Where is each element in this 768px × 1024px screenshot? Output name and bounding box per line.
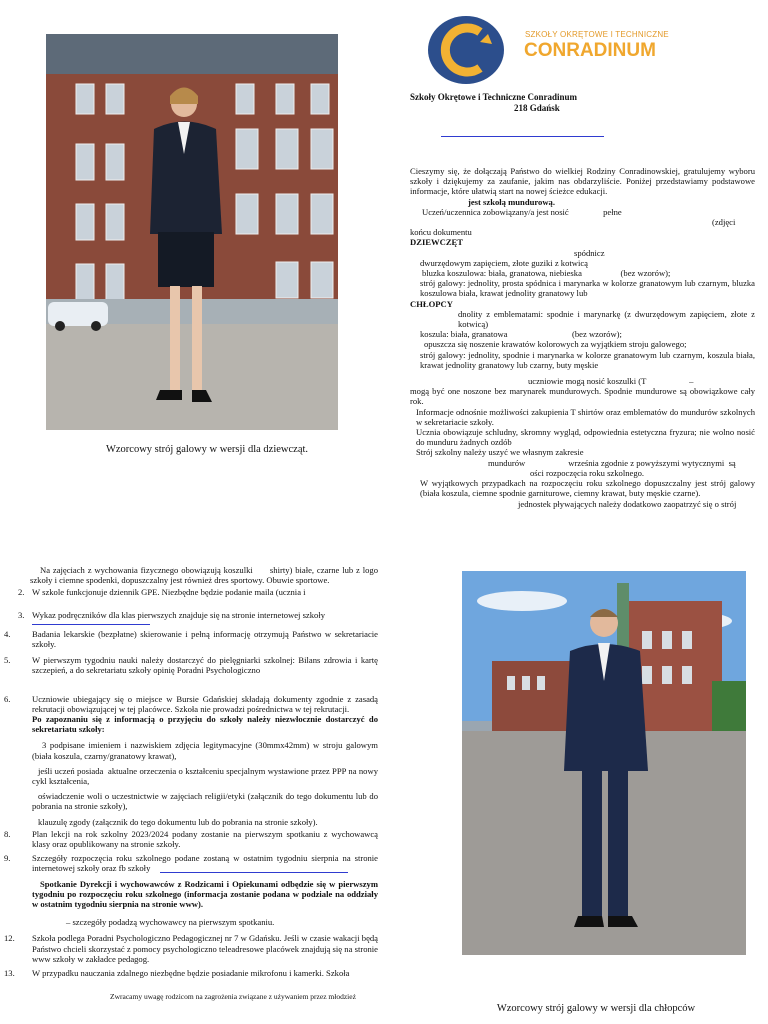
caption-boys: Wzorcowy strój galowy w wersji dla chłopców bbox=[496, 1003, 696, 1014]
uniform-school-line: jest szkołą mundurową. bbox=[468, 196, 555, 207]
uniform-deadline: mundurów września zgodnie z powyższymi wytycznymi są bbox=[488, 457, 736, 468]
boy-uniform-photo bbox=[462, 571, 746, 955]
uniform-deadline-cont: ości rozpoczęcia roku szkolnego. bbox=[530, 467, 645, 478]
uniform-info-section bbox=[410, 166, 758, 509]
documents-religion: oświadczenie woli o uczestnictwie w zajęciach religii/etyki (załącznik do tego dokumentu lub do pobrania na stronie szkoły), bbox=[32, 791, 381, 812]
header-address: 218 Gdańsk bbox=[514, 103, 560, 113]
list-item-2: 2. W szkole funkcjonuje dziennik GPE. Niezbędne będzie podanie maila (ucznia i bbox=[18, 587, 306, 598]
logo-text-line2: CONRADINUM bbox=[524, 40, 656, 61]
appearance-rule: Ucznia obowiązuje schludny, skromny wygląd, odpowiednia estetyczna fryzura; nie wolno nosić do munduru żadnych ozdób bbox=[416, 427, 758, 448]
girls-gala: strój galowy: jednolity, prosta spódnica i marynarka w kolorze granatowym lub czarnym, bluzka koszulowa biała, krawat jednolity granatowy lub bbox=[420, 278, 758, 299]
documents-heading: Po zapoznaniu się z informacją o przyjęciu do szkoły należy niezwłocznie dostarczyć do sekretariatu szkoły: bbox=[32, 714, 381, 735]
list-item-12: 12. Szkoła podlega Poradni Psychologiczno Pedagogicznej nr 7 w Gdańsku. Jeśli w czasie wakacji będą Państwo chcieli skorzystać z pomocy psychologiczno teleadresowe placówek znajdują się na stronie www szkoły w zakładce pedagog. bbox=[4, 933, 381, 964]
ships-note: jednostek pływających należy dodatkowo zaopatrzyć się o strój bbox=[518, 498, 737, 509]
list-item-3: 3. Wykaz podręczników dla klas pierwszych znajduje się na stronie internetowej szkoły bbox=[18, 609, 326, 620]
link-underline-facebook bbox=[160, 872, 348, 873]
tshirt-purchase: Informacje odnośnie możliwości zakupienia T shirtów oraz emblematów do mundurów szkolnych w sekretariacie szkoły. bbox=[416, 406, 758, 427]
girl-uniform-photo bbox=[46, 34, 338, 430]
boys-heading: CHŁOPCY bbox=[410, 298, 453, 309]
logo-text-line1: SZKOŁY OKRĘTOWE I TECHNICZNE bbox=[525, 30, 669, 39]
header-underline bbox=[441, 136, 604, 137]
list-item-9: 9. Szczegóły rozpoczęcia roku szkolnego podane zostaną w ostatnim tygodniu sierpnia na stronie internetowej szkoły oraz fb szkoły bbox=[4, 853, 381, 874]
caption-girls: Wzorcowy strój galowy w wersji dla dziewcząt. bbox=[105, 444, 309, 455]
boys-gala: strój galowy: jednolity, spodnie i marynarka w kolorze granatowym lub czarnym, koszula biała, krawat jednolity granatowy lub czarny, buty męskie bbox=[420, 349, 758, 370]
safety-note: Zwracamy uwagę rodzicom na zagrożenia związane z używaniem przez młodzież bbox=[110, 992, 356, 1002]
welcome-paragraph: Cieszymy się, że dołączają Państwo do wielkiej Rodziny Conradinowskiej, gratulujemy wyboru szkoły i dziękujemy za zaufanie, jakim nas obdarzyliście. Poniżej przedstawiamy podstawowe informacje, które ułatwią start na nowej ścieżce edukacji. bbox=[410, 166, 758, 197]
documents-photos: 3 podpisane imieniem i nazwiskiem zdjęcia legitymacyjne (30mmx42mm) w stroju galowym (biała koszula, czarny/granatowy krawat), bbox=[32, 740, 381, 761]
girls-heading: DZIEWCZĘT bbox=[410, 237, 464, 248]
girls-jacket: dwurzędowym zapięciem, złote guziki z kotwicą bbox=[420, 257, 588, 268]
sewing-note: Strój szkolny należy uszyć we własnym zakresie bbox=[416, 447, 584, 458]
tshirt-note-cont: mogą być one noszone bez marynarek mundurowych. Spodnie mundurowe są obowiązkowe cały rok. bbox=[410, 386, 758, 407]
tshirt-note: uczniowie mogą nosić koszulki (T – bbox=[528, 376, 694, 387]
documents-ppp: jeśli uczeń posiada aktualne orzeczenia o kształceniu specjalnym wystawione przez PPP na nowy cykl kształcenia, bbox=[32, 765, 381, 787]
logo-emblem-icon bbox=[428, 14, 508, 86]
boys-shirt: koszula: biała, granatowa (bez wzorów); bbox=[420, 329, 622, 340]
obligation-line: Uczeń/uczennica zobowiązany/a jest nosić pełne bbox=[422, 206, 622, 217]
parents-meeting: Spotkanie Dyrekcji i wychowawców z Rodzicami i Opiekunami odbędzie się w pierwszym tygodniu po rozpoczęciu roku szkolnego (informacja zostanie podana w podziale na oddziały w ostatnim tygodniu sierpnia na stronie www). bbox=[32, 878, 381, 910]
girls-blouse: bluzka koszulowa: biała, granatowa, niebieska (bez wzorów); bbox=[422, 268, 671, 279]
list-item-5: 5. W pierwszym tygodniu nauki należy dostarczyć do pielęgniarki szkolnej: Bilans zdrowia i kartę szczepień, a do sekretariatu szkoły opinię Poradni Psychologiczno bbox=[4, 655, 381, 676]
photo-note: (zdjęci bbox=[712, 217, 736, 228]
documents-consent: klauzulę zgody (załącznik do tego dokumentu lub do pobrania na stronie szkoły). bbox=[38, 816, 318, 827]
boys-suit: dnolity z emblematami: spodnie i marynarkę (z dwurzędowym zapięciem, złote z kotwicą) bbox=[458, 308, 758, 330]
list-item-4: 4. Badania lekarskie (bezpłatne) skierowanie i pełną informację otrzymują Państwo w sekretariacie szkoły. bbox=[4, 628, 381, 650]
list-item-6: 6. Uczniowie ubiegający się o miejsce w Bursie Gdańskiej składają dokumenty zgodnie z zasadą rekrutacji obowiązującej w tej placówce. Szkoła nie prowadzi pośrednictwa w tej rekrutacji. bbox=[4, 693, 381, 714]
boys-tie: opuszcza się noszenie krawatów kolorowych za wyjątkiem stroju galowego; bbox=[424, 339, 687, 350]
info-list bbox=[4, 565, 381, 1003]
list-item-13: 13. W przypadku nauczania zdalnego niezbędne będzie posiadanie mikrofonu i kamerki. Szkoła bbox=[4, 968, 350, 979]
header-school-name: Szkoły Okrętowe i Techniczne Conradinum bbox=[410, 92, 578, 102]
girls-skirt: spódnicz bbox=[574, 247, 605, 258]
meeting-details: – szczegóły podadzą wychowawcy na pierwszym spotkaniu. bbox=[66, 917, 275, 928]
list-item-pe: Na zajęciach z wychowania fizycznego obowiązują koszulki shirty) białe, czarne lub z logo szkoły i ciemne spodenki, dopuszczalny jest również dres sportowy. Obuwie sportowe. bbox=[30, 565, 381, 586]
link-underline-textbooks bbox=[32, 624, 150, 625]
school-logo bbox=[428, 14, 678, 86]
end-of-document-note: końcu dokumentu bbox=[410, 227, 472, 238]
list-item-8: 8. Plan lekcji na rok szkolny 2023/2024 podany zostanie na pierwszym spotkaniu z wychowawcą klasy oraz opublikowany na stronie szkoły. bbox=[4, 828, 381, 850]
exception-note: W wyjątkowych przypadkach na rozpoczęciu roku szkolnego dopuszczalny jest strój galowy (biała koszula, ciemne spodnie garniturowe, ciemny krawat, buty męskie czarne). bbox=[420, 478, 758, 499]
